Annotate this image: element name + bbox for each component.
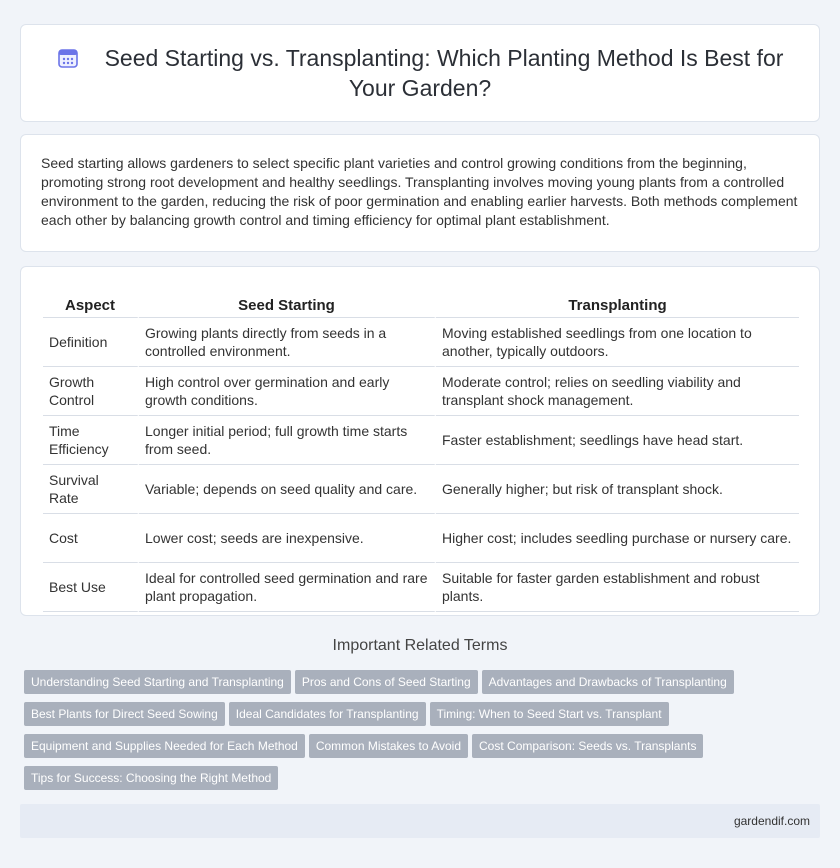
table-row bbox=[43, 563, 799, 612]
related-terms-title: Important Related Terms bbox=[332, 637, 508, 654]
aspect-cell: Best Use bbox=[43, 563, 139, 612]
transplanting-cell: Generally higher; but risk of transplant shock. bbox=[436, 465, 799, 514]
related-term-tag[interactable]: Best Plants for Direct Seed Sowing bbox=[24, 702, 225, 726]
related-term-tag[interactable]: Ideal Candidates for Transplanting bbox=[229, 702, 426, 726]
transplanting-cell: Higher cost; includes seedling purchase or nursery care. bbox=[436, 514, 799, 563]
footer-site-link[interactable]: gardendif.com bbox=[733, 814, 810, 828]
page-title bbox=[45, 43, 795, 103]
header-card bbox=[20, 24, 820, 122]
related-term-tag[interactable]: Cost Comparison: Seeds vs. Transplants bbox=[472, 734, 703, 758]
table-row bbox=[43, 514, 799, 563]
seed-starting-cell: High control over germination and early growth conditions. bbox=[139, 367, 436, 416]
related-term-tag[interactable]: Equipment and Supplies Needed for Each Method bbox=[24, 734, 305, 758]
intro-paragraph: Seed starting allows gardeners to select specific plant varieties and control growing conditions from the beginning, promoting strong root development and healthy seedlings. Transplanting involves moving young plants from a controlled environment to the garden, reducing the risk of poor germination and enabling earlier harvests. Both methods complement each other by balancing growth control and timing efficiency for optimal plant establishment. bbox=[41, 155, 798, 228]
related-term-tag[interactable]: Advantages and Drawbacks of Transplanting bbox=[482, 670, 734, 694]
column-header: Transplanting bbox=[436, 296, 799, 318]
column-header: Aspect bbox=[43, 296, 139, 318]
footer-bar bbox=[20, 804, 820, 838]
page-title-text: Seed Starting vs. Transplanting: Which Planting Method Is Best for Your Garden? bbox=[104, 45, 784, 101]
comparison-table-card bbox=[20, 266, 820, 616]
related-terms-list bbox=[24, 670, 824, 798]
aspect-cell: Growth Control bbox=[43, 367, 139, 416]
related-term-tag[interactable]: Timing: When to Seed Start vs. Transplant bbox=[430, 702, 669, 726]
transplanting-cell: Moving established seedlings from one location to another, typically outdoors. bbox=[436, 318, 799, 367]
column-header: Seed Starting bbox=[139, 296, 436, 318]
comparison-table bbox=[43, 296, 799, 612]
seed-starting-cell: Ideal for controlled seed germination and rare plant propagation. bbox=[139, 563, 436, 612]
related-term-tag[interactable]: Common Mistakes to Avoid bbox=[309, 734, 468, 758]
table-row bbox=[43, 465, 799, 514]
aspect-cell: Definition bbox=[43, 318, 139, 367]
related-term-tag[interactable]: Understanding Seed Starting and Transplanting bbox=[24, 670, 291, 694]
intro-card bbox=[20, 134, 820, 252]
seed-starting-cell: Lower cost; seeds are inexpensive. bbox=[139, 514, 436, 563]
related-term-tag[interactable]: Tips for Success: Choosing the Right Method bbox=[24, 766, 278, 790]
aspect-cell: Cost bbox=[43, 514, 139, 563]
table-row bbox=[43, 416, 799, 465]
aspect-cell: Survival Rate bbox=[43, 465, 139, 514]
transplanting-cell: Moderate control; relies on seedling viability and transplant shock management. bbox=[436, 367, 799, 416]
table-row bbox=[43, 367, 799, 416]
seed-starting-cell: Growing plants directly from seeds in a controlled environment. bbox=[139, 318, 436, 367]
related-term-tag[interactable]: Pros and Cons of Seed Starting bbox=[295, 670, 478, 694]
seed-starting-cell: Longer initial period; full growth time starts from seed. bbox=[139, 416, 436, 465]
transplanting-cell: Suitable for faster garden establishment and robust plants. bbox=[436, 563, 799, 612]
table-header-row bbox=[43, 296, 799, 318]
transplanting-cell: Faster establishment; seedlings have head start. bbox=[436, 416, 799, 465]
seed-starting-cell: Variable; depends on seed quality and care. bbox=[139, 465, 436, 514]
aspect-cell: Time Efficiency bbox=[43, 416, 139, 465]
calendar-icon bbox=[57, 46, 79, 68]
table-row bbox=[43, 318, 799, 367]
